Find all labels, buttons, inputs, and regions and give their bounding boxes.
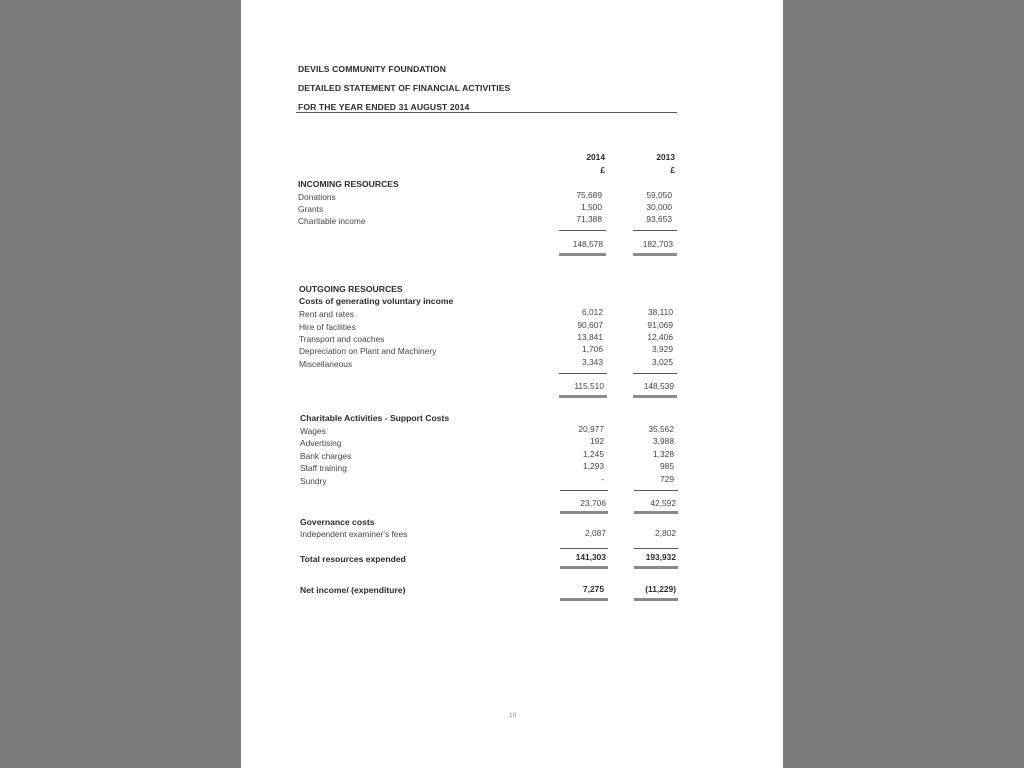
- row-value-2013: 1,328: [653, 449, 674, 459]
- row-value-2013: 91,069: [647, 320, 673, 330]
- row-label: Miscellaneous: [299, 359, 353, 369]
- row-value-2013: 3,988: [653, 436, 674, 446]
- row-value-2014: 3,343: [582, 357, 603, 367]
- outgoing-total-2014: 115,510: [574, 381, 604, 391]
- row-label: Independent examiner's fees: [300, 529, 408, 539]
- row-label: Rent and rates: [299, 309, 354, 319]
- governance-heading: Governance costs: [300, 517, 375, 527]
- column-unit-2014: £: [600, 165, 605, 175]
- row-value-2013: 59,050: [646, 190, 672, 200]
- incoming-total-2014: 148,578: [572, 239, 603, 249]
- row-value-2014: 90,607: [577, 320, 603, 330]
- row-label: Staff training: [300, 463, 347, 473]
- row-value-2013: 12,406: [647, 332, 673, 342]
- row-value-2013: 2,802: [655, 528, 676, 538]
- row-value-2013: 3,929: [652, 344, 673, 354]
- row-label: Bank charges: [300, 451, 352, 461]
- document-period: FOR THE YEAR ENDED 31 AUGUST 2014: [298, 102, 470, 112]
- row-value-2014: 1,245: [583, 449, 604, 459]
- row-value-2014: 6,012: [582, 307, 603, 317]
- outgoing-subheading: Costs of generating voluntary income: [299, 296, 454, 306]
- total-double-rule: [633, 253, 677, 256]
- row-value-2013: 93,653: [646, 214, 672, 224]
- total-double-rule: [560, 511, 608, 514]
- page-number: 10: [509, 712, 517, 719]
- row-value-2013: 38,110: [648, 307, 673, 317]
- row-label: Donations: [298, 192, 336, 202]
- column-year-2013: 2013: [656, 152, 675, 162]
- incoming-total-2013: 182,703: [642, 239, 673, 249]
- support-total-2013: 42,592: [650, 498, 676, 508]
- row-value-2014: 1,500: [581, 202, 602, 212]
- incoming-heading: INCOMING RESOURCES: [298, 179, 399, 189]
- row-value-2013: 35,562: [648, 424, 674, 434]
- column-unit-2013: £: [670, 165, 675, 175]
- row-label: Sundry: [300, 476, 327, 486]
- row-label: Grants: [298, 204, 324, 214]
- total-double-rule: [560, 598, 608, 601]
- row-value-2013: 985: [660, 461, 674, 471]
- total-double-rule: [559, 395, 607, 398]
- net-income-label: Net income/ (expenditure): [300, 585, 406, 595]
- row-label: Transport and coaches: [299, 334, 385, 344]
- row-value-2014: 2,087: [585, 528, 606, 538]
- document-page: [241, 0, 783, 768]
- subtotal-rule: [560, 490, 608, 491]
- total-double-rule: [634, 566, 678, 569]
- row-value-2014: 192: [590, 436, 604, 446]
- row-value-2014: 1,706: [582, 344, 603, 354]
- net-income-2014: 7,275: [583, 584, 604, 594]
- total-double-rule: [634, 511, 678, 514]
- row-value-2014: 75,689: [576, 190, 602, 200]
- subtotal-rule: [634, 548, 678, 549]
- column-year-2014: 2014: [586, 152, 605, 162]
- support-total-2014: 23,706: [580, 498, 606, 508]
- row-value-2014: 1,293: [583, 461, 604, 471]
- document-title: DEVILS COMMUNITY FOUNDATION: [298, 64, 446, 74]
- total-expended-2013: 193,932: [645, 552, 676, 562]
- row-label: Wages: [300, 426, 326, 436]
- outgoing-heading: OUTGOING RESOURCES: [299, 284, 403, 294]
- total-expended-label: Total resources expended: [300, 554, 406, 564]
- total-expended-2014: 141,303: [575, 552, 606, 562]
- row-label: Advertising: [300, 438, 342, 448]
- subtotal-rule: [634, 490, 678, 491]
- row-value-2013: 3,025: [652, 357, 673, 367]
- row-value-2014: 71,388: [576, 214, 602, 224]
- document-subtitle: DETAILED STATEMENT OF FINANCIAL ACTIVITIES: [298, 83, 511, 93]
- row-label: Hire of facilities: [299, 322, 356, 332]
- row-label: Charitable income: [298, 216, 366, 226]
- support-heading: Charitable Activities - Support Costs: [300, 413, 450, 423]
- row-value-2014: 13,841: [577, 332, 603, 342]
- subtotal-rule: [633, 373, 677, 374]
- outgoing-total-2013: 148,539: [643, 381, 674, 391]
- row-label: Depreciation on Plant and Machinery: [299, 346, 437, 356]
- row-value-2014: -: [601, 474, 604, 484]
- subtotal-rule: [559, 230, 606, 231]
- subtotal-rule: [560, 548, 608, 549]
- subtotal-rule: [633, 230, 677, 231]
- total-double-rule: [559, 253, 606, 256]
- total-double-rule: [634, 598, 678, 601]
- title-underline: [296, 112, 677, 113]
- row-value-2013: 30,000: [646, 202, 672, 212]
- net-income-2013: (11,229): [645, 584, 676, 594]
- total-double-rule: [633, 395, 677, 398]
- total-double-rule: [560, 566, 608, 569]
- subtotal-rule: [559, 373, 607, 374]
- row-value-2014: 20,977: [578, 424, 604, 434]
- row-value-2013: 729: [660, 474, 674, 484]
